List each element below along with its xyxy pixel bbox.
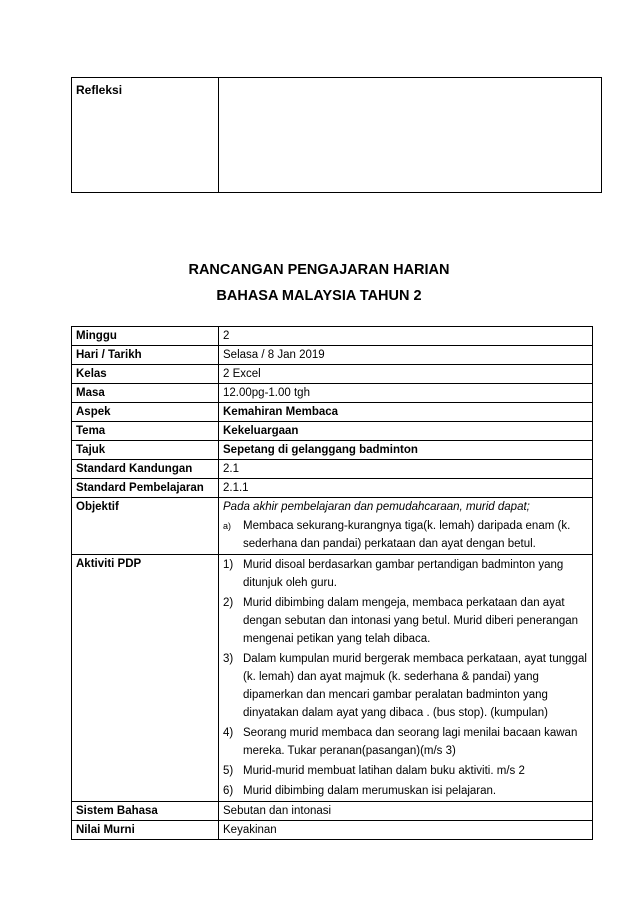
value-sistem-bahasa: Sebutan dan intonasi xyxy=(219,802,593,821)
list-item xyxy=(223,593,588,649)
value-kelas: 2 Excel xyxy=(219,365,593,384)
row-nilai-murni xyxy=(72,821,593,840)
row-standard-kandungan xyxy=(72,460,593,479)
label-nilai-murni: Nilai Murni xyxy=(72,821,219,840)
list-item xyxy=(223,555,588,593)
value-nilai-murni: Keyakinan xyxy=(219,821,593,840)
value-standard-pembelajaran: 2.1.1 xyxy=(219,479,593,498)
row-sistem-bahasa xyxy=(72,802,593,821)
list-item xyxy=(223,761,588,781)
label-sistem-bahasa: Sistem Bahasa xyxy=(72,802,219,821)
row-hari-tarikh xyxy=(72,346,593,365)
label-minggu: Minggu xyxy=(72,327,219,346)
list-marker: a) xyxy=(223,521,232,531)
refleksi-row xyxy=(72,78,602,193)
objektif-intro: Pada akhir pembelajaran dan pemudahcaraan, murid dapat; xyxy=(223,501,530,513)
list-marker: 4) xyxy=(223,727,234,739)
row-minggu xyxy=(72,327,593,346)
row-aktiviti-pdp xyxy=(72,555,593,802)
page-title-line2: BAHASA MALAYSIA TAHUN 2 xyxy=(216,288,422,304)
aktiviti-list xyxy=(223,555,588,801)
value-masa: 12.00pg-1.00 tgh xyxy=(219,384,593,403)
value-aspek: Kemahiran Membaca xyxy=(219,403,593,422)
label-tajuk: Tajuk xyxy=(72,441,219,460)
row-masa xyxy=(72,384,593,403)
refleksi-value xyxy=(219,78,602,193)
list-item xyxy=(223,649,588,723)
list-marker: 5) xyxy=(223,765,234,777)
label-aspek: Aspek xyxy=(72,403,219,422)
row-standard-pembelajaran xyxy=(72,479,593,498)
list-item-text: Seorang murid membaca dan seorang lagi menilai bacaan kawan mereka. Tukar peranan(pasangan)(m/s 3) xyxy=(243,727,578,757)
page-title-line1: RANCANGAN PENGAJARAN HARIAN xyxy=(188,262,450,278)
label-standard-pembelajaran: Standard Pembelajaran xyxy=(72,479,219,498)
label-objektif: Objektif xyxy=(72,498,219,555)
list-item-text: Murid disoal berdasarkan gambar pertandigan badminton yang ditunjuk oleh guru. xyxy=(243,559,564,589)
value-tema: Kekeluargaan xyxy=(219,422,593,441)
label-masa: Masa xyxy=(72,384,219,403)
list-item-text: Murid-murid membuat latihan dalam buku aktiviti. m/s 2 xyxy=(243,765,525,777)
value-tajuk: Sepetang di gelanggang badminton xyxy=(219,441,593,460)
value-standard-kandungan: 2.1 xyxy=(219,460,593,479)
value-aktiviti-pdp xyxy=(219,555,593,802)
label-hari-tarikh: Hari / Tarikh xyxy=(72,346,219,365)
lesson-plan-table xyxy=(71,326,593,840)
row-aspek xyxy=(72,403,593,422)
list-item xyxy=(223,723,588,761)
list-item-text: Dalam kumpulan murid bergerak membaca perkataan, ayat tunggal (k. lemah) dan ayat majmuk (k. sederhana & pandai) yang dipamerkan dan mencari gambar peralatan badminton yang dinyatakan dalam ayat yang dibaca . (bus stop). (kumpulan) xyxy=(243,653,587,719)
row-tema xyxy=(72,422,593,441)
label-tema: Tema xyxy=(72,422,219,441)
refleksi-table xyxy=(71,77,602,193)
label-kelas: Kelas xyxy=(72,365,219,384)
list-item xyxy=(223,516,588,554)
list-marker: 3) xyxy=(223,653,234,665)
value-objektif xyxy=(219,498,593,555)
refleksi-label: Refleksi xyxy=(72,78,219,193)
list-marker: 1) xyxy=(223,559,234,571)
row-tajuk xyxy=(72,441,593,460)
list-item xyxy=(223,781,588,801)
list-item-text: Murid dibimbing dalam mengeja, membaca perkataan dan ayat dengan sebutan dan intonasi yang betul. Murid diberi penerangan mengenai petikan yang telah dibaca. xyxy=(243,597,579,645)
objektif-list xyxy=(223,516,588,554)
list-item-text: Murid dibimbing dalam merumuskan isi pelajaran. xyxy=(243,785,497,797)
row-objektif xyxy=(72,498,593,555)
list-marker: 2) xyxy=(223,597,234,609)
list-marker: 6) xyxy=(223,785,234,797)
list-item-text: Membaca sekurang-kurangnya tiga(k. lemah) daripada enam (k. sederhana dan pandai) perkataan dan ayat dengan betul. xyxy=(243,520,571,550)
value-hari-tarikh: Selasa / 8 Jan 2019 xyxy=(219,346,593,365)
label-aktiviti-pdp: Aktiviti PDP xyxy=(72,555,219,802)
row-kelas xyxy=(72,365,593,384)
value-minggu: 2 xyxy=(219,327,593,346)
label-standard-kandungan: Standard Kandungan xyxy=(72,460,219,479)
